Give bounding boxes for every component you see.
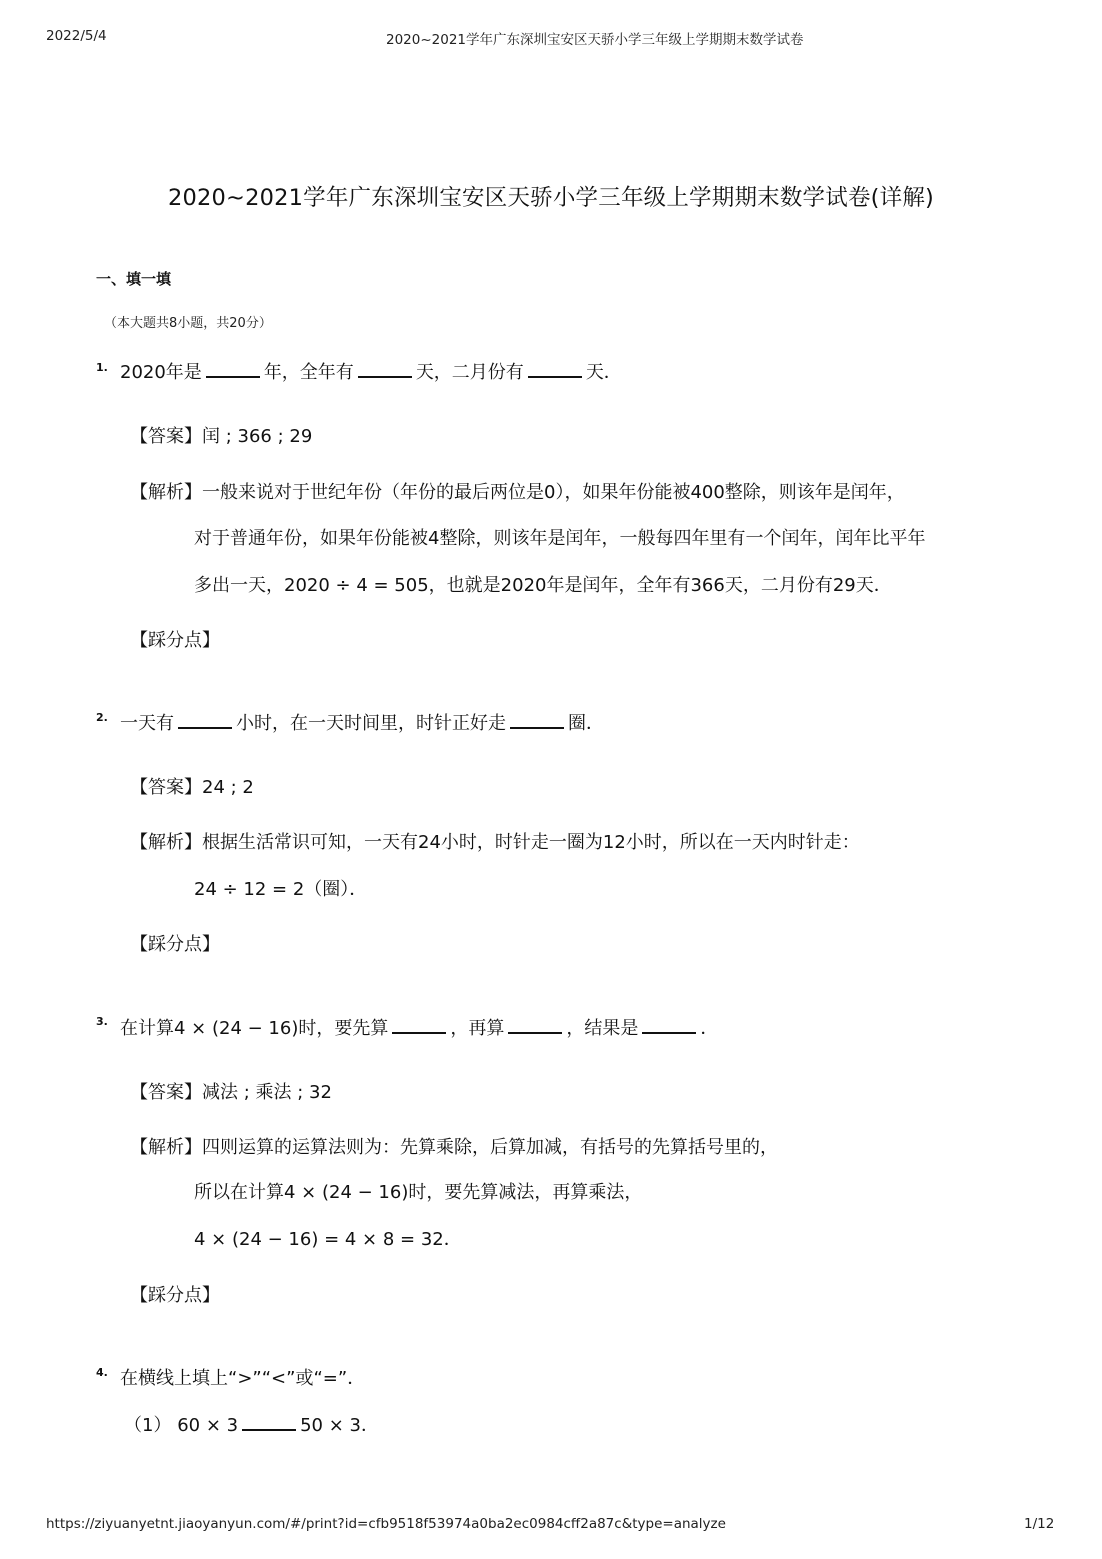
q2-text-1: 一天有 — [120, 713, 174, 734]
answer-label: 【答案】 — [130, 1082, 202, 1103]
q1-text-3: 天，二月份有 — [415, 362, 524, 383]
trap-label: 【踩分点】 — [130, 934, 220, 955]
question-1-analysis — [130, 481, 905, 504]
analysis-line: 多出一天，2020 ÷ 4 = 505，也就是2020年是闰年，全年有366天，二月份有29天． — [194, 575, 892, 596]
analysis-label: 【解析】 — [130, 1137, 202, 1158]
analysis-line: 四则运算的运算法则为：先算乘除，后算加减，有括号的先算括号里的， — [202, 1137, 778, 1158]
answer-blank — [358, 362, 412, 378]
analysis-line: 24 ÷ 12 = 2（圈）． — [194, 879, 368, 900]
answer-blank — [508, 1018, 562, 1034]
expression-right: 50 × 3． — [300, 1415, 379, 1436]
question-2-analysis — [130, 831, 860, 854]
question-3-analysis — [130, 1136, 778, 1159]
page-title: 2020~2021学年广东深圳宝安区天骄小学三年级上学期期末数学试卷(详解) — [167, 185, 935, 211]
question-4-stem: 在横线上填上“>”“<”或“=”． — [120, 1368, 366, 1389]
answer-value: 24 ; 2 — [202, 777, 254, 798]
question-number-4: 4. — [96, 1366, 108, 1379]
q3-text-3: ，结果是 — [566, 1018, 639, 1039]
analysis-line: 对于普通年份，如果年份能被4整除，则该年是闰年，一般每四年里有一个闰年，闰年比平年 — [194, 528, 926, 549]
answer-label: 【答案】 — [130, 426, 202, 447]
section-heading: 一、填一填 — [96, 270, 172, 288]
answer-blank — [642, 1018, 696, 1034]
q3-text-4: ． — [700, 1018, 719, 1039]
q3-text-1: 在计算4 × (24 − 16)时，要先算 — [120, 1018, 389, 1039]
analysis-line: 所以在计算4 × (24 − 16)时，要先算减法，再算乘法， — [194, 1182, 643, 1203]
analysis-line: 根据生活常识可知，一天有24小时，时针走一圈为12小时，所以在一天内时针走： — [202, 832, 860, 853]
q3-text-2: ，再算 — [450, 1018, 505, 1039]
q2-text-3: 圈． — [568, 713, 604, 734]
expression-left: 60 × 3 — [177, 1415, 239, 1436]
answer-blank — [510, 713, 564, 729]
analysis-label: 【解析】 — [130, 482, 202, 503]
question-1-answer — [130, 425, 312, 448]
question-2-answer — [130, 776, 254, 799]
q1-text-2: 年，全年有 — [263, 362, 354, 383]
page-number: 1/12 — [1024, 1516, 1055, 1532]
answer-blank — [392, 1018, 446, 1034]
footer-url: https://ziyuanyetnt.jiaoyanyun.com/#/print?id=cfb9518f53974a0ba2ec0984cff2a87c&type=analyze — [46, 1516, 726, 1532]
section-note: （本大题共8小题，共20分） — [104, 316, 272, 331]
question-4-part-1 — [124, 1414, 379, 1437]
question-number-3: 3. — [96, 1015, 108, 1028]
analysis-label: 【解析】 — [130, 832, 202, 853]
analysis-line: 4 × (24 − 16) = 4 × 8 = 32． — [194, 1229, 462, 1250]
part-label: （1） — [124, 1415, 172, 1436]
q1-text-4: 天． — [585, 362, 622, 383]
question-number-1: 1. — [96, 361, 108, 374]
question-1-stem — [120, 361, 622, 384]
answer-value: 闰 ; 366 ; 29 — [202, 426, 313, 447]
question-2-stem — [120, 712, 604, 735]
answer-blank — [242, 1415, 296, 1431]
answer-blank — [206, 362, 260, 378]
answer-label: 【答案】 — [130, 777, 202, 798]
print-header-title: 2020~2021学年广东深圳宝安区天骄小学三年级上学期期末数学试卷 — [386, 32, 804, 48]
print-date: 2022/5/4 — [46, 28, 107, 44]
q2-text-2: 小时，在一天时间里，时针正好走 — [236, 713, 506, 734]
trap-label: 【踩分点】 — [130, 1285, 220, 1306]
answer-value: 减法 ; 乘法 ; 32 — [202, 1082, 332, 1103]
question-3-answer — [130, 1081, 332, 1104]
q1-text-1: 2020年是 — [120, 362, 202, 383]
question-number-2: 2. — [96, 711, 108, 724]
trap-label: 【踩分点】 — [130, 630, 220, 651]
answer-blank — [528, 362, 582, 378]
analysis-line: 一般来说对于世纪年份（年份的最后两位是0），如果年份能被400整除，则该年是闰年， — [202, 482, 905, 503]
answer-blank — [178, 713, 232, 729]
question-3-stem — [120, 1017, 718, 1040]
